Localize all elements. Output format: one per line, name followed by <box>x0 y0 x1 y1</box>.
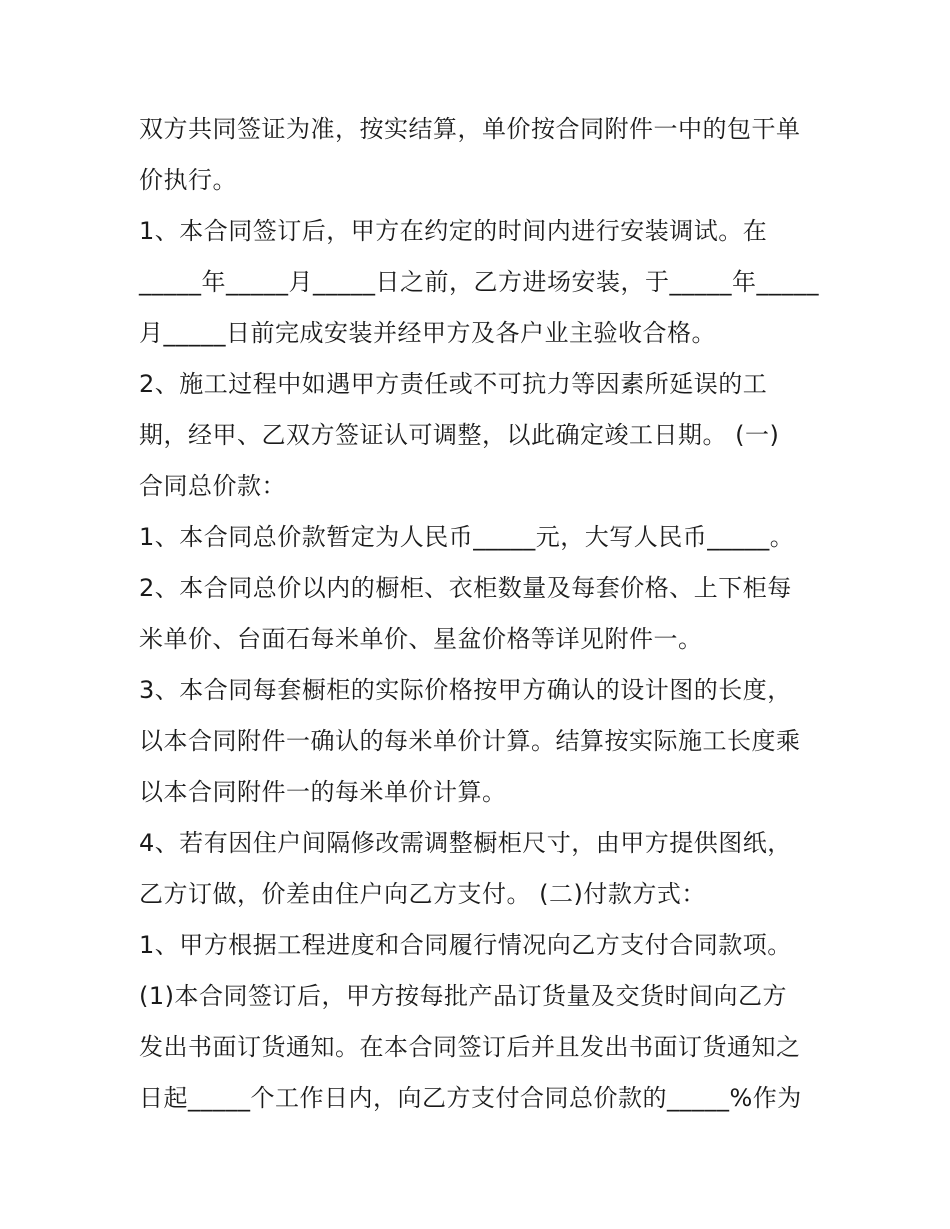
text-line: 日起_____个工作日内，向乙方支付合同总价款的_____%作为 <box>139 1084 802 1112</box>
text-line: 1、本合同签订后，甲方在约定的时间内进行安装调试。在 <box>139 217 768 245</box>
text-line: 以本合同附件一确认的每米单价计算。结算按实际施工长度乘 <box>139 727 801 755</box>
text-line: 合同总价款： <box>139 472 286 500</box>
text-line: 2、施工过程中如遇甲方责任或不可抗力等因素所延误的工 <box>139 370 768 398</box>
text-line: 1、本合同总价款暂定为人民币_____元，大写人民币_____。 <box>139 523 795 551</box>
text-line: 以本合同附件一的每米单价计算。 <box>139 778 507 806</box>
text-line: 期，经甲、乙双方签证认可调整，以此确定竣工日期。 (一) <box>139 421 780 449</box>
text-line: 4、若有因住户间隔修改需调整橱柜尺寸，由甲方提供图纸， <box>139 829 792 857</box>
text-line: 发出书面订货通知。在本合同签订后并且发出书面订货通知之 <box>139 1033 801 1061</box>
text-line: 双方共同签证为准，按实结算，单价按合同附件一中的包干单 <box>139 115 801 143</box>
text-line: 价执行。 <box>139 166 237 194</box>
text-line: 米单价、台面石每米单价、星盆价格等详见附件一。 <box>139 625 703 653</box>
text-line: (1)本合同签订后，甲方按每批产品订货量及交货时间向乙方 <box>139 982 787 1010</box>
text-line: 3、本合同每套橱柜的实际价格按甲方确认的设计图的长度， <box>139 676 792 704</box>
text-line: 2、本合同总价以内的橱柜、衣柜数量及每套价格、上下柜每 <box>139 574 792 602</box>
document-body <box>139 104 819 1124</box>
text-line: _____年_____月_____日之前，乙方进场安装，于_____年_____ <box>139 268 819 296</box>
text-line: 月_____日前完成安装并经甲方及各户业主验收合格。 <box>139 319 716 347</box>
text-line: 1、甲方根据工程进度和合同履行情况向乙方支付合同款项。 <box>139 931 792 959</box>
text-line: 乙方订做，价差由住户向乙方支付。 (二)付款方式： <box>139 880 706 908</box>
